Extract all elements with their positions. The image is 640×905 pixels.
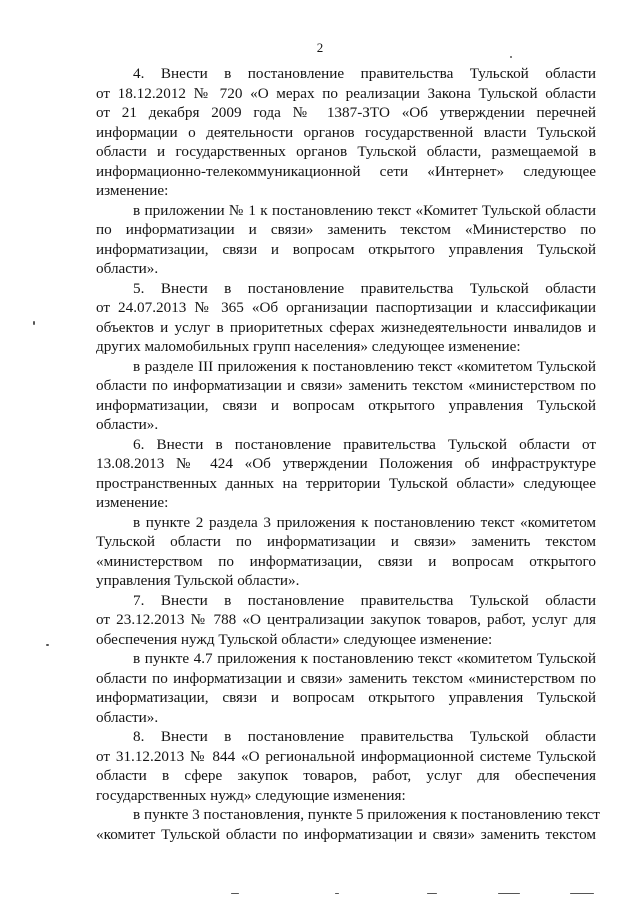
text-line: других маломобильных групп населения» следующее изменение: (96, 338, 521, 355)
paragraph (96, 201, 596, 279)
text-line: 4. Внести в постановление правительства Тульской области (133, 65, 596, 82)
text-line: информатизации, связи и вопросам открытого управления Тульской (96, 689, 596, 706)
paragraph (96, 357, 596, 435)
scan-speck (231, 893, 239, 894)
scan-speck (427, 893, 437, 894)
text-line: 7. Внести в постановление правительства Тульской области (133, 591, 596, 609)
text-line: в приложении № 1 к постановлению текст «Комитет Тульской области (133, 201, 596, 219)
text-line: области». (96, 416, 159, 433)
paragraph (96, 64, 596, 201)
text-line: информатизации, связи и вопросам открытого управления Тульской (96, 396, 596, 414)
text-line: информации о деятельности органов государственной власти Тульской (96, 123, 596, 141)
paragraph (96, 649, 596, 727)
scan-speck (335, 893, 339, 894)
document-body (96, 64, 600, 844)
page-number: 2 (316, 40, 324, 55)
text-line: объектов и услуг в приоритетных сферах жизнедеятельности инвалидов и (96, 318, 596, 336)
text-line: от 18.12.2012 № 720 «О мерах по реализации Закона Тульской области (96, 84, 596, 102)
paragraph (96, 727, 596, 805)
scan-speck (570, 893, 594, 894)
text-line: области». (96, 708, 159, 726)
paragraph (96, 513, 596, 591)
text-line: «министерством по информатизации, связи и вопросам открытого (96, 552, 596, 570)
text-line: управления Тульской области». (96, 572, 300, 589)
text-line: от 23.12.2013 № 788 «О централизации закупок товаров, работ, услуг для (96, 611, 596, 628)
scan-speck (33, 321, 35, 325)
text-line: по информатизации и связи» заменить текстом «Министерство по (96, 221, 596, 238)
text-line: в пункте 2 раздела 3 приложения к постановлению текст «комитетом (133, 513, 596, 531)
text-line: области и государственных органов Тульской области, размещаемой в (96, 143, 596, 160)
scan-speck (46, 644, 49, 646)
text-line: от 24.07.2013 № 365 «Об организации паспортизации и классификации (96, 299, 596, 316)
text-line: 5. Внести в постановление правительства Тульской области (133, 279, 596, 297)
text-line: пространственных данных на территории Тульской области» следующее (96, 474, 596, 492)
text-line: в пункте 3 постановления, пункте 5 приложения к постановлению текст (133, 806, 600, 823)
text-line: 8. Внести в постановление правительства Тульской области (133, 728, 596, 745)
text-line: области». (96, 260, 159, 277)
text-line: области по информатизации и связи» заменить текстом «министерством по (96, 377, 596, 394)
text-line: изменение: (96, 182, 169, 199)
text-line: области в сфере закупок товаров, работ, услуг для обеспечения (96, 767, 596, 784)
text-line: обеспечения нужд Тульской области» следующее изменение: (96, 630, 493, 648)
text-line: государственных нужд» следующие изменения: (96, 786, 406, 804)
text-line: от 31.12.2013 № 844 «О региональной информационной системе Тульской (96, 747, 596, 765)
text-line: «комитет Тульской области по информатизации и связи» заменить текстом (96, 825, 596, 843)
text-line: 6. Внести в постановление правительства Тульской области от (133, 435, 596, 453)
text-line: от 21 декабря 2009 года № 1387-ЗТО «Об утверждении перечней (96, 104, 596, 121)
text-line: Тульской области по информатизации и связи» заменить текстом (96, 533, 596, 550)
text-line: в разделе III приложения к постановлению текст «комитетом Тульской (133, 357, 596, 375)
paragraph (96, 805, 600, 844)
text-line: информатизации, связи и вопросам открытого управления Тульской (96, 240, 596, 258)
text-line: изменение: (96, 494, 169, 511)
scan-speck (510, 56, 512, 58)
text-line: области по информатизации и связи» заменить текстом «министерством по (96, 669, 596, 687)
text-line: в пункте 4.7 приложения к постановлению текст «комитетом Тульской (133, 650, 596, 667)
text-line: информационно-телекоммуникационной сети «Интернет» следующее (96, 162, 596, 180)
paragraph (96, 435, 596, 513)
scan-speck (498, 893, 520, 894)
text-line: 13.08.2013 № 424 «Об утверждении Положения об инфраструктуре (96, 455, 596, 472)
paragraph (96, 591, 596, 650)
paragraph (96, 279, 596, 357)
